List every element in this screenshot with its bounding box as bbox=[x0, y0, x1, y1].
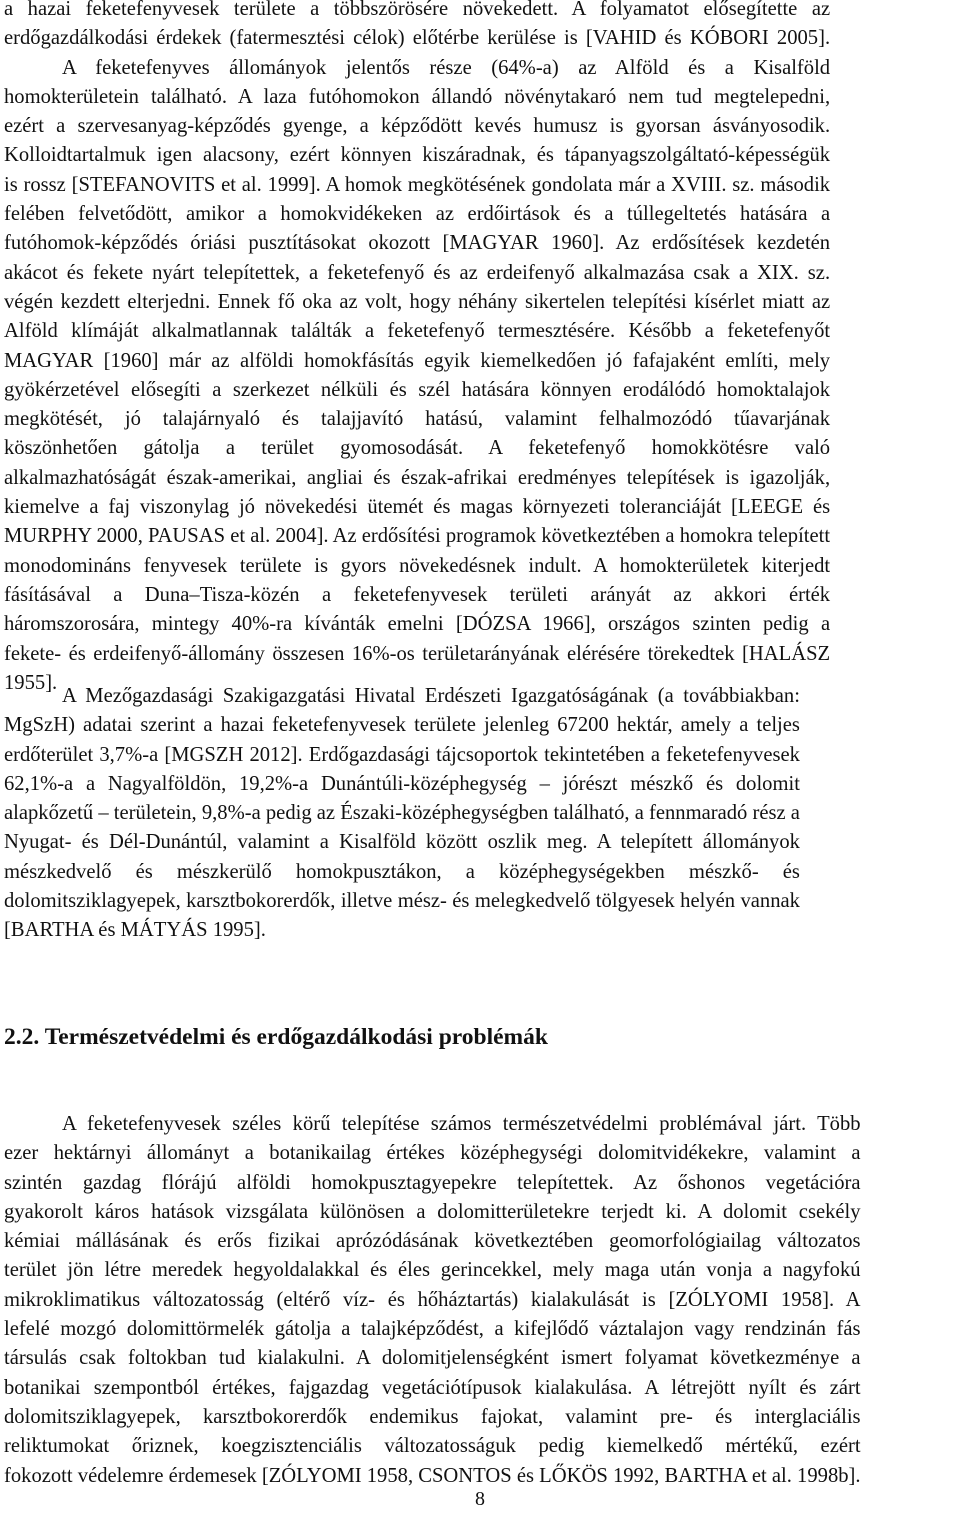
paragraph-1 bbox=[4, 0, 830, 698]
text-line: dolomitsziklagyepek, karsztbokorerdők endemikus fajokat, valamint pre- és interglaciális bbox=[4, 1405, 861, 1428]
text-line: végén kezdett elterjedni. Ennek fő oka az volt, hogy néhány sikertelen telepítési kísérlet miatt az bbox=[4, 290, 831, 313]
text-line: dolomitsziklagyepek, karsztbokorerdők, illetve mész- és melegkedvelő tölgyesek helyén vannak bbox=[4, 890, 800, 913]
text-line: Alföld klímáját alkalmatlannak találták a feketefenyő termesztésére. Később a feketefenyőt bbox=[4, 320, 831, 343]
text-line: 1955]. bbox=[4, 671, 58, 694]
section-heading: 2.2. Természetvédelmi és erdőgazdálkodási problémák bbox=[4, 1024, 548, 1050]
text-line: erdőgazdálkodási érdekek (fatermesztési célok) előtérbe kerülése is [VAHID és KÓBORI 2005]. bbox=[4, 27, 831, 50]
paragraph-3 bbox=[4, 1110, 861, 1491]
text-line: MgSzH) adatai szerint a hazai feketefenyvesek területe jelenleg 67200 hektár, amely a teljes bbox=[4, 714, 800, 737]
text-line: szintén gazdag flórájú alföldi homokpusztagyepekre telepítettek. Az őshonos vegetációra bbox=[4, 1171, 861, 1194]
text-line: alapkőzetű – területein, 9,8%-a pedig az Északi-középhegységben található, a fennmaradó rész a bbox=[4, 802, 800, 825]
text-line: megkötését, jó talajárnyaló és talajjavító hatású, valamint felhalmozódó tűavarjának bbox=[4, 408, 831, 431]
text-line: lefelé mozgó dolomittörmelék gátolja a talajképződést, a kifejlődő váztalajon vagy rendzinán fás bbox=[4, 1318, 861, 1341]
text-line: [BARTHA és MÁTYÁS 1995]. bbox=[4, 919, 266, 942]
text-line: ezért a szervesanyag-képződés gyenge, a képződött kevés humusz is gyorsan ásványosodik. bbox=[4, 115, 831, 138]
text-line: A feketefenyves állományok jelentős része (64%-a) az Alföld és a Kisalföld bbox=[62, 56, 831, 79]
text-line: a hazai feketefenyvesek területe a többszörösére növekedett. A folyamatot elősegítette az bbox=[4, 0, 831, 20]
paragraph-2 bbox=[4, 682, 800, 946]
text-line: is rossz [STEFANOVITS et al. 1999]. A homok megkötésének gondolata már a XVIII. sz. második bbox=[4, 173, 831, 196]
text-line: botanikai szempontból értékes, fajgazdag vegetációtípusok kialakulása. A létrejött nyílt és zárt bbox=[4, 1376, 861, 1399]
text-line: terület jön létre meredek hegyoldalakkal és éles gerincekkel, mely maga után vonja a nagyfokú bbox=[4, 1259, 861, 1282]
text-line: Nyugat- és Dél-Dunántúl, valamint a Kisalföld között oszlik meg. A telepített állományok bbox=[4, 831, 800, 854]
text-line: ezer hektárnyi állományt a botanikailag értékes középhegységi dolomitvidékekre, valamint a bbox=[4, 1142, 861, 1165]
text-line: 62,1%-a a Nagyalföldön, 19,2%-a Dunántúli-középhegység – jórészt mészkő és dolomit bbox=[4, 772, 800, 795]
text-line: A Mezőgazdasági Szakigazgatási Hivatal Erdészeti Igazgatóságának (a továbbiakban: bbox=[62, 685, 800, 707]
text-line: társulás csak foltokban tud kialakulni. A dolomitjelenségként ismert folyamat következménye a bbox=[4, 1347, 861, 1370]
text-line: monodomináns fenyvesek területe is gyors növekedésnek indult. A homokterületek kiterjedt bbox=[4, 554, 831, 577]
text-line: MURPHY 2000, PAUSAS et al. 2004]. Az erdősítési programok következtében a homokra telepített bbox=[4, 525, 831, 548]
text-line: köszönhetően gátolja a terület gyomosodását. A feketefenyő homokkötésre való bbox=[4, 437, 831, 460]
text-line: alkalmazhatóságát észak-amerikai, angliai és észak-afrikai eredményes telepítések is igazolják, bbox=[4, 466, 831, 489]
text-line: fokozott védelemre érdemesek [ZÓLYOMI 1958, CSONTOS és LŐKÖS 1992, BARTHA et al. 1998b]. bbox=[4, 1464, 861, 1487]
text-line: gyakorolt káros hatások vizsgálata különösen a dolomitterületekre terjedt ki. A dolomit csekély bbox=[4, 1200, 861, 1223]
text-line: erdőterület 3,7%-a [MGSZH 2012]. Erdőgazdasági tájcsoportok tekintetében a feketefenyvesek bbox=[4, 743, 800, 766]
text-line: kémiai mállásának és erős fizikai aprózódásának következtében geomorfológiailag változatos bbox=[4, 1230, 861, 1253]
text-line: reliktumokat őriznek, koegzisztenciális változatosságuk pedig kiemelkedő mértékű, ezért bbox=[4, 1435, 861, 1458]
text-line: gyökérzetével elősegíti a szerkezet nélküli és szél hatására könnyen erodálódó homoktalajok bbox=[4, 378, 831, 401]
text-line: háromszorosára, mintegy 40%-ra kívánták emelni [DÓZSA 1966], országos szinten pedig a bbox=[4, 613, 831, 636]
text-line: felében felvetődött, amikor a homokvidékeken az erdőirtások és a túllegeltetés hatására a bbox=[4, 203, 831, 226]
text-line: kiemelve a faj viszonylag jó növekedési ütemét és magas környezeti toleranciáját [LEEGE és bbox=[4, 496, 831, 519]
text-line: akácot és fekete nyárt telepítettek, a feketefenyő és az erdeifenyő alkalmazása csak a XIX. sz. bbox=[4, 261, 831, 284]
text-line: A feketefenyvesek széles körű telepítése számos természetvédelmi problémával járt. Több bbox=[62, 1113, 861, 1135]
text-line: MAGYAR [1960] már az alföldi homokfásítás egyik kiemelkedően jó fafajaként említi, mely bbox=[4, 349, 831, 372]
text-line: Kolloidtartalmuk igen alacsony, ezért könnyen kiszáradnak, és tápanyagszolgáltató-képességük bbox=[4, 144, 831, 167]
text-line: homokterületein található. A laza futóhomokon állandó növénytakaró nem tud megtelepedni, bbox=[4, 85, 831, 108]
text-line: futóhomok-képződés óriási pusztításokat okozott [MAGYAR 1960]. Az erdősítések kezdetén bbox=[4, 232, 831, 255]
text-line: fekete- és erdeifenyő-állomány összesen 16%-os területarányának elérésére törekedtek [HALÁSZ bbox=[4, 642, 831, 665]
page-number: 8 bbox=[475, 1488, 485, 1510]
text-line: mikroklimatikus változatosság (eltérő víz- és hőháztartás) kialakulását is [ZÓLYOMI 1958]. A bbox=[4, 1288, 861, 1311]
text-line: fásításával a Duna–Tisza-közén a feketefenyvesek területi arányát az akkori érték bbox=[4, 583, 831, 606]
text-line: mészkedvelő és mészkerülő homokpusztákon, a középhegységekben mészkő- és bbox=[4, 860, 800, 883]
